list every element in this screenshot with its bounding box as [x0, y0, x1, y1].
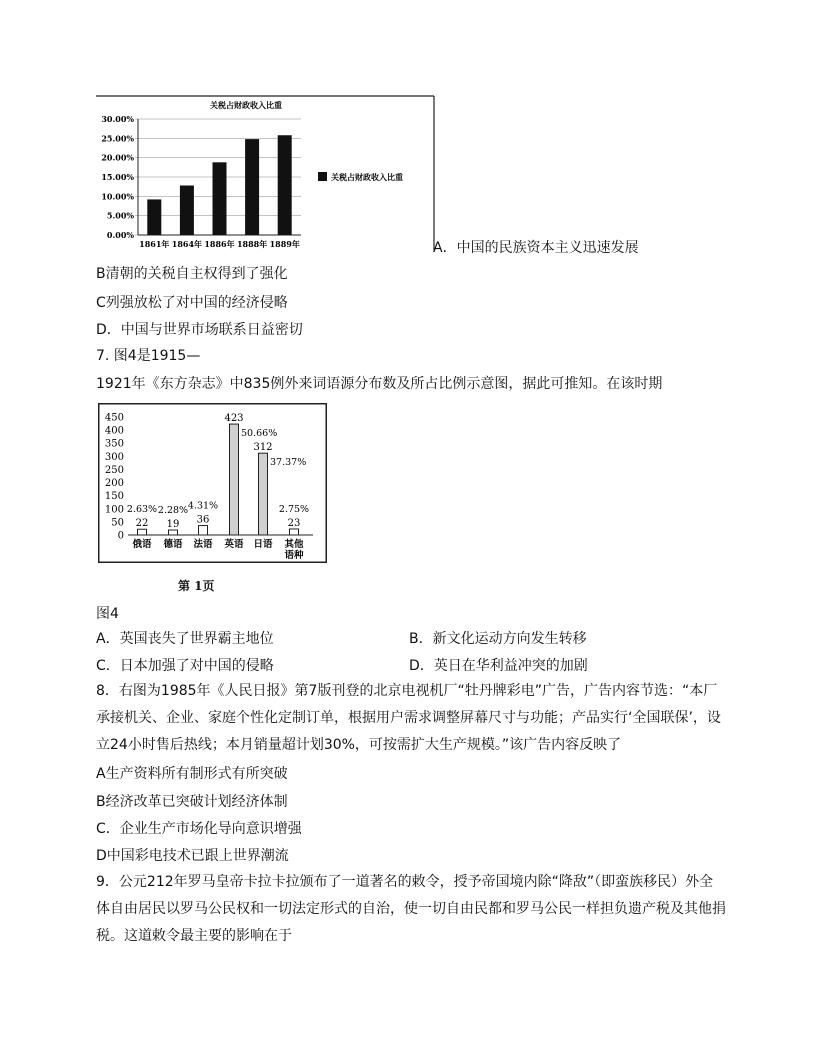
- q7-stem-line1: 7. 图4是1915—: [96, 348, 201, 364]
- chart2-bar: [169, 530, 178, 535]
- chart2-xtick: 语种: [284, 550, 304, 561]
- tariff-ratio-chart: [96, 95, 436, 253]
- q8-stem: 8．右图为1985年《人民日报》第7版刊登的北京电视机厂“牡丹牌彩电”广告，广告内容节选：“本厂承接机关、企业、家庭个性化定制订单，根据用户需求调整屏幕尺寸与功能；产品实行‘全国联保’，设立24小时售后热线；本月销量超计划30%，可按需扩大生产规模。”该广告内容反映了: [96, 683, 721, 753]
- chart1-xtick: 1861年: [139, 239, 170, 249]
- chart2-ytick: 200: [104, 478, 124, 490]
- chart1-xtick: 1888年: [236, 239, 268, 249]
- chart2-xtick: 其他: [284, 539, 304, 550]
- chart2-bar: [290, 529, 299, 535]
- chart1-ytick: 5.00%: [106, 210, 134, 221]
- chart2-ytick: 400: [104, 425, 124, 437]
- chart1-legend-swatch: [318, 172, 327, 181]
- q7-option-d: D．英日在华利益冲突的加剧: [409, 658, 588, 674]
- chart2-value-label: 23: [287, 517, 301, 529]
- chart1-title: 关税占财政收入比重: [210, 100, 282, 110]
- chart2-ytick: 100: [104, 504, 124, 516]
- chart2-ytick: 150: [104, 491, 124, 503]
- q8-option-d: D中国彩电技术已跟上世界潮流: [96, 848, 289, 864]
- chart2-ytick: 350: [104, 438, 124, 450]
- chart1-bar: [278, 135, 292, 235]
- chart2-xtick: 德语: [163, 539, 183, 550]
- chart1-ytick: 15.00%: [101, 172, 134, 182]
- chart2-xtick: 法语: [193, 539, 213, 550]
- chart1-bar: [180, 186, 194, 235]
- chart2-value-label: 423: [224, 413, 244, 425]
- chart2-pct-label: 2.63%: [126, 504, 158, 516]
- chart2-ytick: 0: [117, 530, 124, 542]
- chart1-bar: [245, 139, 259, 235]
- chart1-ytick: 0.00%: [106, 230, 134, 240]
- chart2-xtick: 日语: [253, 539, 273, 550]
- chart1-axis: [101, 114, 301, 240]
- chart1-bar: [147, 199, 161, 235]
- q8-option-a: A生产资料所有制形式有所突破: [96, 766, 288, 782]
- chart2-pct-label: 2.28%: [157, 505, 189, 517]
- chart1-xtick: 1886年: [204, 239, 235, 249]
- q6-option-a: A．中国的民族资本主义迅速发展: [433, 240, 639, 256]
- q6-option-b: B清朝的关税自主权得到了强化: [96, 266, 288, 282]
- chart2-pct-label: 50.66%: [241, 428, 278, 440]
- chart1-ytick: 30.00%: [101, 114, 134, 124]
- q7-stem-line2: 1921年《东方杂志》中835例外来词语源分布数及所占比例示意图，据此可推知。在该时期: [96, 376, 663, 392]
- chart2-ytick: 300: [104, 451, 124, 463]
- q8-option-c: C．企业生产市场化导向意识增强: [96, 821, 302, 837]
- chart1-bar: [213, 162, 227, 235]
- chart2-pct-label: 4.31%: [187, 500, 219, 512]
- q6-option-c: C列强放松了对中国的经济侵略: [96, 295, 288, 311]
- chart1-legend-label: 关税占财政收入比重: [331, 172, 403, 182]
- loanword-chart: [98, 403, 327, 563]
- chart2-value-label: 19: [166, 519, 180, 531]
- chart1-ytick: 10.00%: [101, 191, 134, 202]
- q7-option-b: B．新文化运动方向发生转移: [409, 631, 587, 647]
- chart2-value-label: 312: [253, 442, 273, 454]
- chart2-ytick: 250: [104, 464, 124, 476]
- chart1-ytick: 25.00%: [101, 133, 134, 144]
- q7-option-c: C．日本加强了对中国的侵略: [96, 658, 274, 674]
- chart1-xtick: 1864年: [171, 239, 203, 249]
- chart2-ytick: 450: [104, 412, 124, 424]
- chart2-bars: [127, 413, 309, 561]
- q9-stem: 9．公元212年罗马皇帝卡拉卡拉颁布了一道著名的敕令，授予帝国境内除“降敌”（即蛮族移民）外全体自由居民以罗马公民权和一切法定形式的自治，使一切自由民都和罗马公民一样担负遗产税及其他捐税。这道敕令最主要的影响在于: [96, 874, 726, 944]
- q6-option-d: D．中国与世界市场联系日益密切: [96, 322, 303, 338]
- chart1-xtick: 1889年: [269, 239, 300, 249]
- chart1-ytick: 20.00%: [101, 152, 134, 163]
- chart2-value-label: 36: [196, 514, 210, 526]
- chart2-pct-label: 2.75%: [278, 503, 310, 515]
- chart2-bar: [199, 526, 208, 535]
- figure-label: 图4: [96, 606, 119, 622]
- page-label: 第 1页: [178, 579, 215, 593]
- q8-option-b: B经济改革已突破计划经济体制: [96, 794, 288, 810]
- chart2-ytick: 50: [111, 517, 124, 529]
- chart1-bars: [139, 135, 300, 249]
- chart2-bar: [259, 453, 268, 535]
- chart2-bar: [230, 424, 239, 535]
- chart2-value-label: 22: [135, 518, 149, 530]
- chart2-xtick: 英语: [224, 539, 244, 550]
- q7-option-a: A．英国丧失了世界霸主地位: [96, 631, 274, 647]
- chart2-bar: [138, 529, 147, 535]
- chart2-xtick: 俄语: [132, 539, 152, 550]
- chart2-pct-label: 37.37%: [270, 457, 307, 469]
